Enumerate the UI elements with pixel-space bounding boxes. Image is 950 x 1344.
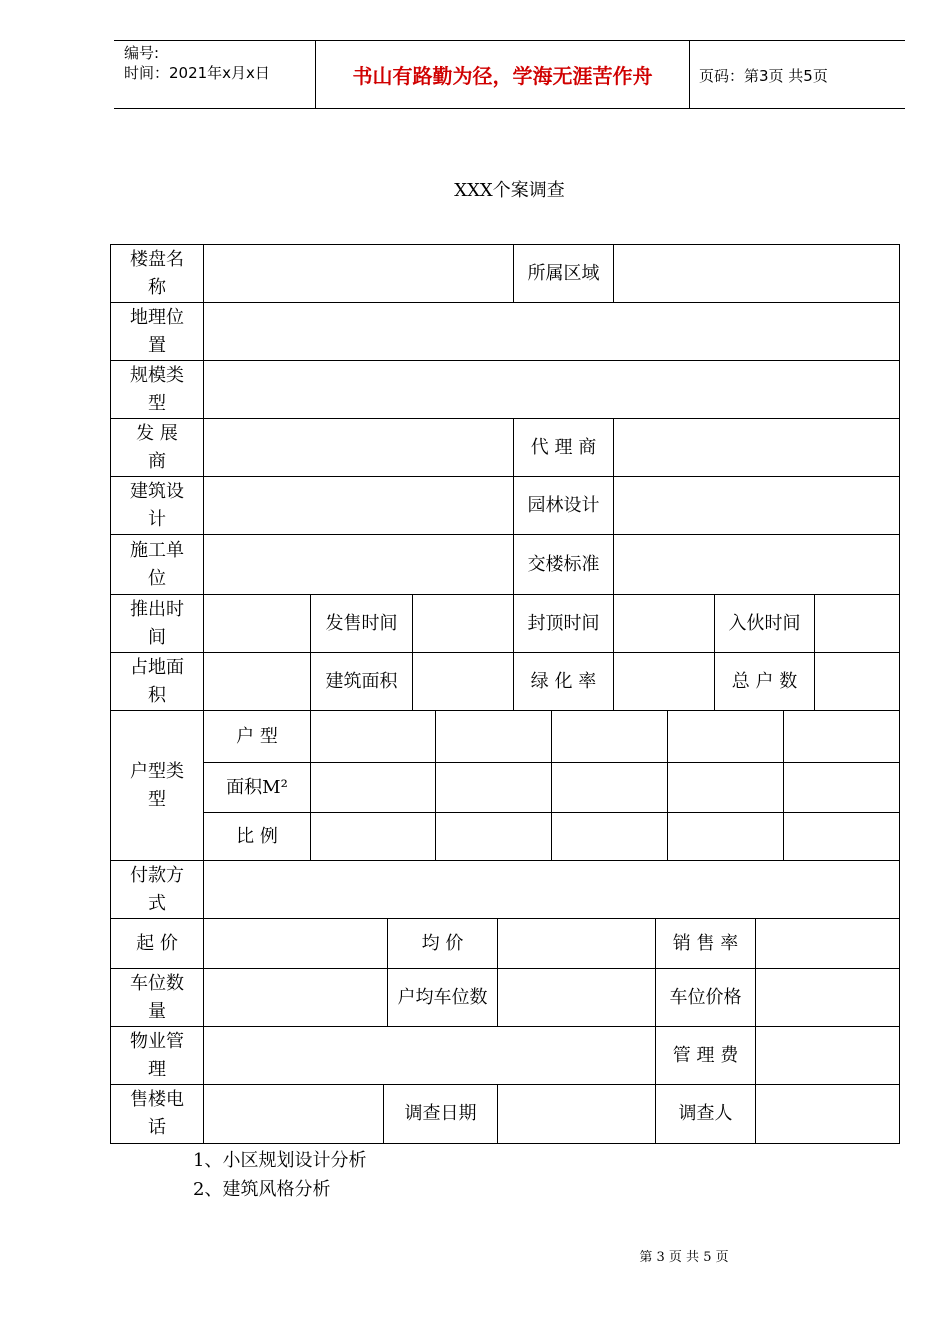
label-area-row: 面积M² (203, 762, 311, 813)
value-greening-rate[interactable] (613, 652, 715, 711)
area-cell[interactable] (783, 762, 900, 813)
label-architecture-design: 建筑设计 (110, 476, 204, 535)
value-payment[interactable] (203, 860, 900, 919)
ratio-cell[interactable] (435, 812, 552, 861)
area-cell[interactable] (310, 762, 436, 813)
unit-type-cell[interactable] (310, 710, 436, 763)
value-launch-time[interactable] (203, 594, 311, 653)
label-project-name: 楼盘名称 (110, 244, 204, 303)
value-topping-time[interactable] (613, 594, 715, 653)
label-move-in-time: 入伙时间 (714, 594, 815, 653)
label-scale-type: 规模类型 (110, 360, 204, 419)
label-greening-rate: 绿 化 率 (513, 652, 614, 711)
value-land-area[interactable] (203, 652, 311, 711)
label-parking-price: 车位价格 (655, 968, 756, 1027)
header-meta (124, 43, 270, 83)
header-divider (689, 41, 690, 108)
label-landscape-design: 园林设计 (513, 476, 614, 535)
label-ratio-row: 比 例 (203, 812, 311, 861)
label-launch-time: 推出时间 (110, 594, 204, 653)
value-district[interactable] (613, 244, 900, 303)
label-parking-per-household: 户均车位数 (387, 968, 498, 1027)
label-survey-date: 调查日期 (383, 1084, 498, 1144)
value-total-households[interactable] (814, 652, 900, 711)
value-scale-type[interactable] (203, 360, 900, 419)
ratio-cell[interactable] (667, 812, 784, 861)
value-project-name[interactable] (203, 244, 514, 303)
label-payment: 付款方式 (110, 860, 204, 919)
value-sales-phone[interactable] (203, 1084, 384, 1144)
page-title: XXX个案调查 (454, 180, 565, 201)
label-parking-count: 车位数量 (110, 968, 204, 1027)
value-parking-price[interactable] (755, 968, 900, 1027)
value-management-fee[interactable] (755, 1026, 900, 1085)
survey-table (110, 244, 900, 1144)
value-delivery-standard[interactable] (613, 534, 900, 595)
value-architecture-design[interactable] (203, 476, 514, 535)
value-location[interactable] (203, 302, 900, 361)
label-sale-time: 发售时间 (310, 594, 413, 653)
value-parking-count[interactable] (203, 968, 388, 1027)
label-sales-rate: 销 售 率 (655, 918, 756, 969)
page-footer: 第 3 页 共 5 页 (639, 1250, 729, 1265)
unit-type-cell[interactable] (435, 710, 552, 763)
value-surveyor[interactable] (755, 1084, 900, 1144)
label-start-price: 起 价 (110, 918, 204, 969)
label-unit-types: 户型类型 (110, 710, 204, 861)
ratio-cell[interactable] (310, 812, 436, 861)
area-cell[interactable] (435, 762, 552, 813)
value-average-price[interactable] (497, 918, 656, 969)
ratio-cell[interactable] (783, 812, 900, 861)
value-survey-date[interactable] (497, 1084, 656, 1144)
value-sales-rate[interactable] (755, 918, 900, 969)
label-topping-time: 封顶时间 (513, 594, 614, 653)
label-delivery-standard: 交楼标准 (513, 534, 614, 595)
value-developer[interactable] (203, 418, 514, 477)
ratio-cell[interactable] (551, 812, 668, 861)
label-developer: 发 展 商 (110, 418, 204, 477)
label-total-households: 总 户 数 (714, 652, 815, 711)
value-agent[interactable] (613, 418, 900, 477)
header-time: 时间：2021年x月x日 (124, 64, 270, 82)
unit-type-cell[interactable] (551, 710, 668, 763)
label-district: 所属区域 (513, 244, 614, 303)
label-average-price: 均 价 (387, 918, 498, 969)
document-header (114, 40, 905, 109)
label-surveyor: 调查人 (655, 1084, 756, 1144)
area-cell[interactable] (667, 762, 784, 813)
value-start-price[interactable] (203, 918, 388, 969)
area-cell[interactable] (551, 762, 668, 813)
value-construction-unit[interactable] (203, 534, 514, 595)
label-construction-unit: 施工单位 (110, 534, 204, 595)
label-location: 地理位置 (110, 302, 204, 361)
header-motto: 书山有路勤为径，学海无涯苦作舟 (352, 64, 653, 88)
unit-type-cell[interactable] (783, 710, 900, 763)
note-item: 1、小区规划设计分析 (193, 1150, 367, 1171)
label-management-fee: 管 理 费 (655, 1026, 756, 1085)
label-agent: 代 理 商 (513, 418, 614, 477)
unit-type-cell[interactable] (667, 710, 784, 763)
label-unit-type-row: 户 型 (203, 710, 311, 763)
value-move-in-time[interactable] (814, 594, 900, 653)
value-building-area[interactable] (412, 652, 514, 711)
value-parking-per-household[interactable] (497, 968, 656, 1027)
label-property-management: 物业管理 (110, 1026, 204, 1085)
label-land-area: 占地面积 (110, 652, 204, 711)
header-page-info: 页码：第3页 共5页 (699, 67, 828, 85)
note-item: 2、建筑风格分析 (193, 1179, 331, 1200)
label-building-area: 建筑面积 (310, 652, 413, 711)
label-sales-phone: 售楼电话 (110, 1084, 204, 1144)
value-sale-time[interactable] (412, 594, 514, 653)
header-number: 编号: (124, 44, 160, 62)
value-property-management[interactable] (203, 1026, 656, 1085)
value-landscape-design[interactable] (613, 476, 900, 535)
